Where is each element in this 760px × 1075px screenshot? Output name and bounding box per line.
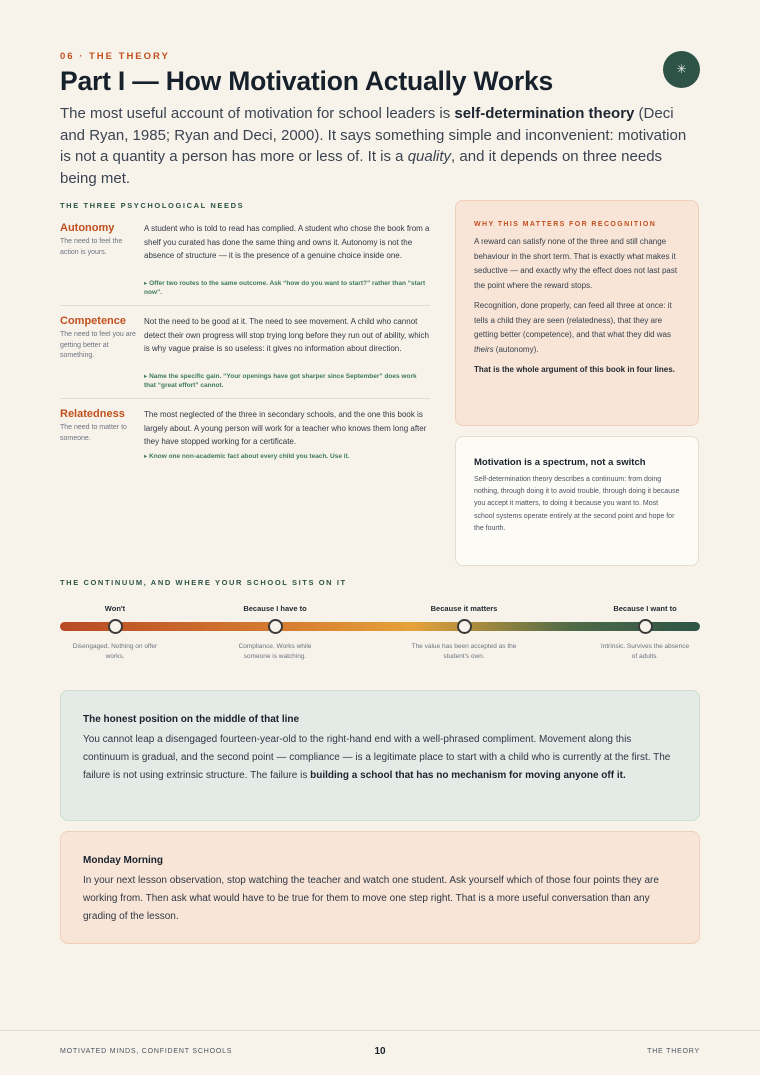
needs-section-label: THE THREE PSYCHOLOGICAL NEEDS bbox=[60, 201, 245, 210]
need-tip: ▸ Name the specific gain. “Your openings have got sharper since September” does work that “great effort” cannot. bbox=[144, 373, 417, 389]
need-definition: The need to matter to someone. bbox=[60, 424, 127, 442]
recognition-card-label: WHY THIS MATTERS FOR RECOGNITION bbox=[474, 221, 657, 228]
continuum-bar bbox=[60, 622, 700, 631]
footer-book-title: MOTIVATED MINDS, CONFIDENT SCHOOLS bbox=[60, 1048, 233, 1055]
spectrum-card-title: Motivation is a spectrum, not a switch bbox=[474, 457, 646, 468]
need-body: A student who is told to read has complied. A student who chose the book from a shelf you curated has done the same thing and owns it. Autonomy is not the absence of structure — it is the presence of a genuine choice inside one. bbox=[144, 224, 430, 260]
continuum-marker bbox=[457, 619, 472, 634]
honest-position-text: You cannot leap a disengaged fourteen-year-old to the right-hand end with a well-phrased compliment. Movement along this continuum is gradual, and the second point — compliance — is a legitimate place to start with a child who is currently at the first. The failure is not using extrinsic structure. The failure is building a school that has no mechanism for moving anyone off it. bbox=[83, 734, 671, 781]
continuum-point-label: Because I want to bbox=[613, 604, 677, 613]
sparkle-icon: ✳ bbox=[663, 51, 700, 88]
lede-italic: quality bbox=[407, 148, 452, 165]
section-kicker: 06 · THE THEORY bbox=[60, 51, 170, 62]
monday-morning-box bbox=[60, 831, 700, 944]
recognition-p2: Recognition, done properly, can feed all three at once: it tells a child they are seen (relatedness), that they are getting better (competence), and that what they did was theirs (autonomy). bbox=[474, 301, 672, 354]
need-definition: The need to feel the action is yours. bbox=[60, 238, 123, 256]
continuum-point-desc: Compliance. Works while someone is watching. bbox=[238, 643, 312, 660]
need-name: Relatedness bbox=[60, 408, 125, 420]
continuum-point-desc: The value has been accepted as the student's own. bbox=[411, 643, 517, 660]
continuum-section-label: THE CONTINUUM, AND WHERE YOUR SCHOOL SITS ON IT bbox=[60, 578, 347, 587]
need-tip: ▸ Know one non-academic fact about every child you teach. Use it. bbox=[144, 453, 350, 460]
need-name: Autonomy bbox=[60, 222, 115, 234]
lede-bold: self-determination theory bbox=[454, 105, 635, 122]
continuum-point-desc: Intrinsic. Survives the absence of adults. bbox=[600, 643, 690, 660]
need-body: Not the need to be good at it. The need to see movement. A child who cannot detect their own progress will stop trying long before they run out of ability, which is why vague praise is so useless: it gives no information about direction. bbox=[144, 317, 429, 353]
footer-section: THE THEORY bbox=[647, 1048, 700, 1055]
continuum-point-desc: Disengaged. Nothing on offer works. bbox=[72, 643, 158, 660]
monday-morning-text: In your next lesson observation, stop watching the teacher and watch one student. Ask yourself which of those four points they are working from. Then ask what would have to be true for them to move one step right. That is a more useful conversation than any grading of the lesson. bbox=[83, 875, 659, 922]
continuum-point-label: Because I have to bbox=[243, 604, 307, 613]
page-title: Part I — How Motivation Actually Works bbox=[60, 66, 554, 96]
spectrum-card bbox=[455, 436, 699, 566]
need-body: The most neglected of the three in secondary schools, and the one this book is largely about. A young person will work for a teacher who knows them long after they have stopped working for a certificate. bbox=[144, 410, 427, 446]
honest-position-title: The honest position on the middle of that line bbox=[83, 714, 300, 725]
need-tip: ▸ Offer two routes to the same outcome. Ask “how do you want to start?” rather than “start now”. bbox=[144, 280, 426, 296]
continuum-marker bbox=[108, 619, 123, 634]
continuum-point-label: Won't bbox=[104, 604, 126, 613]
need-name: Competence bbox=[60, 315, 127, 327]
spectrum-card-body: Self-determination theory describes a continuum: from doing nothing, through doing it to avoid trouble, through doing it because you accept it matters, to doing it because you want to. Most school systems operate entirely at the second point and hope for the fourth. bbox=[474, 476, 680, 532]
footer-divider bbox=[0, 1030, 760, 1031]
monday-morning-title: Monday Morning bbox=[83, 855, 163, 866]
divider bbox=[60, 305, 430, 306]
page-number: 10 bbox=[374, 1046, 386, 1057]
lede-paragraph: The most useful account of motivation for school leaders is self-determination theory (Deci and Ryan, 1985; Ryan and Deci, 2000). It says something simple and inconvenient: motivation is not a quantity a person has more or less of. It is a quality, and it depends on three needs being met. bbox=[60, 105, 687, 187]
need-definition: The need to feel you are getting better at something. bbox=[60, 331, 136, 359]
continuum-point-label: Because it matters bbox=[430, 604, 498, 613]
recognition-card bbox=[455, 200, 699, 426]
recognition-p3: That is the whole argument of this book in four lines. bbox=[474, 365, 675, 374]
continuum-marker bbox=[638, 619, 653, 634]
recognition-p1: A reward can satisfy none of the three and still change behaviour in the short term. That is exactly what makes it seductive — and exactly why the effect does not last past the point where the reward stops. bbox=[474, 237, 678, 290]
honest-position-box bbox=[60, 690, 700, 821]
divider bbox=[60, 398, 430, 399]
continuum-marker bbox=[268, 619, 283, 634]
